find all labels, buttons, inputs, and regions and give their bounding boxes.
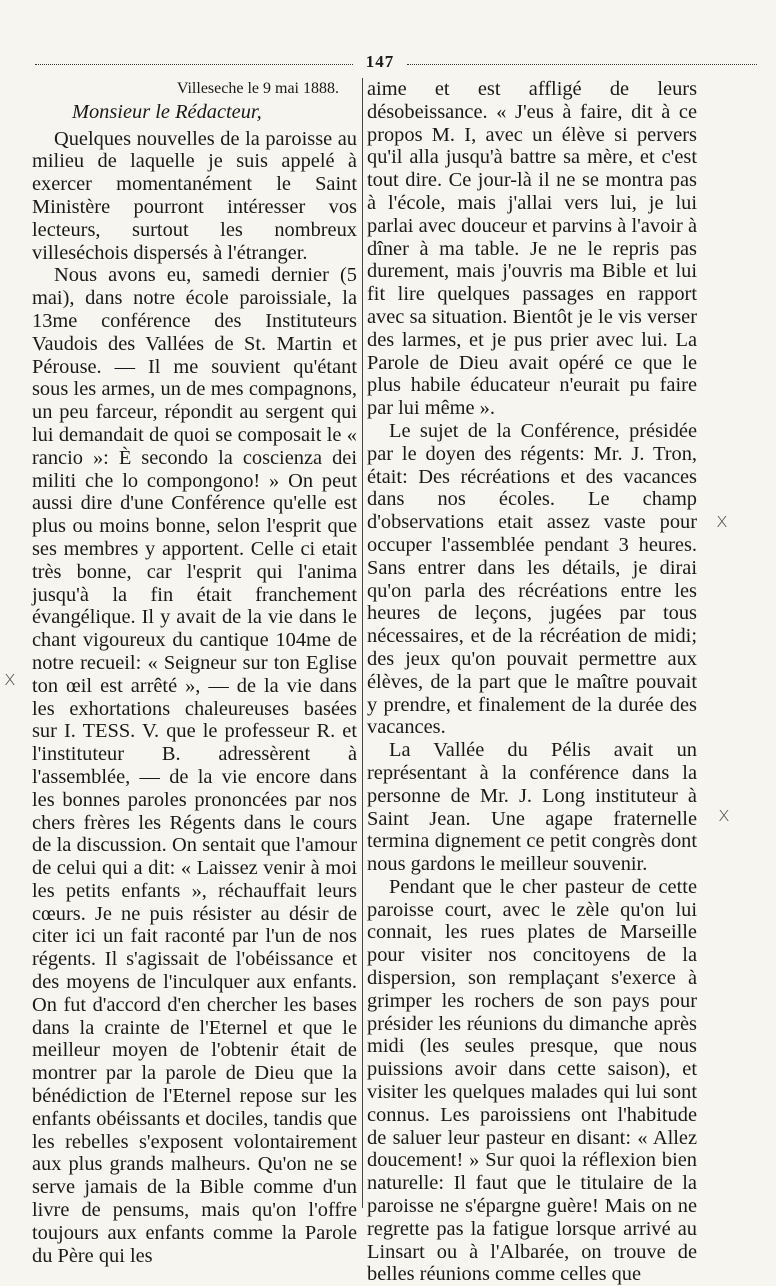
dateline: Villeseche le 9 mai 1888.	[176, 80, 339, 97]
margin-mark: x	[718, 802, 730, 826]
paragraph: Quelques nouvelles de la paroisse au milieu de laquelle je suis appelé à exercer momentanément le Saint Ministère pourront intéresser vos lecteurs, surtout les nombreux villeséchois dispersés à l'étranger.	[32, 127, 357, 264]
paragraph: Le sujet de la Conférence, présidée par le doyen des régents: Mr. J. Tron, était: Des récréations et des vacances dans nos écoles. Le champ d'observations etait assez vaste pour occuper l'assemblée pendant 3 heures. Sans entrer dans les détails, je dirai qu'on parla des récréations entre les heures de leçons, jugées par tous nécessaires, et de la récréation de midi; des jeux qu'on pouvait permettre aux élèves, de la part que le maître pouvait y prendre, et finalement de la durée des vacances.	[367, 419, 697, 739]
margin-mark: x	[716, 508, 728, 532]
right-column	[367, 78, 697, 1286]
salutation: Monsieur le Rédacteur,	[72, 100, 262, 123]
header-rule-right	[407, 64, 757, 65]
header-rule-left	[35, 64, 353, 65]
paragraph: Pendant que le cher pasteur de cette paroisse court, avec le zèle qu'on lui connait, les rues plates de Marseille pour visiter nos concitoyens de la dispersion, son remplaçant s'exerce à grimper les rochers de son pays pour présider les réunions du dimanche après midi (les seules presque, que nous puissions avoir dans cette saison), et visiter les quelques malades qui lui sont connus. Les paroissiens ont l'habitude de saluer leur pasteur en disant: « Allez doucement! » Sur quoi la réflexion bien naturelle: Il faut que le titulaire de la paroisse ne s'épargne guère! Mais on ne regrette pas la fatigue lorsque arrivé au Linsart ou à l'Albarée, on trouve de belles réunions comme celles que	[367, 875, 697, 1286]
left-column	[32, 78, 357, 1267]
paragraph: La Vallée du Pélis avait un représentant à la conférence dans la personne de Mr. J. Long instituteur à Saint Jean. Une agape fraternelle termina dignement ce petit congrès dont nous gardons le meilleur souvenir.	[367, 739, 697, 876]
paragraph-continuation: aime et est affligé de leurs désobeissance. « J'eus à faire, dit à ce propos M. I, avec un élève si pervers qu'il alla jusqu'à battre sa mère, et c'est tout dire. Ce jour-là il ne se montra pas à l'école, mais j'allai vers lui, je lui parlai avec douceur et parvins à l'avoir à dîner à ma table. Je ne le repris pas durement, mais j'ouvris ma Bible et lui fit lire quelques passages en rapport avec sa situation. Bientôt je le vis verser des larmes, et je pus prier avec lui. La Parole de Dieu avait opéré ce que le plus habile éducateur n'eurait pu faire par lui même ».	[367, 78, 697, 420]
column-divider	[362, 78, 363, 1208]
paragraph: Nous avons eu, samedi dernier (5 mai), dans notre école paroissiale, la 13me conférence des Instituteurs Vaudois des Vallées de St. Martin et Pérouse. — Il me souvient qu'étant sous les armes, un de mes compagnons, un peu farceur, répondit au sergent qui lui demandait de quoi se composait le « rancio »: È secondo la coscienza dei militi che lo compongono! » On peut aussi dire d'une Conférence qu'elle est plus ou moins bonne, selon l'esprit que ses membres y apportent. Celle ci etait très bonne, car l'esprit qui l'anima jusqu'à la fin était franchement évangélique. Il y avait de la vie dans le chant vigoureux du cantique 104me de notre recueil: « Seigneur sur ton Eglise ton œil est arrêté », — de la vie dans les exhortations chaleureuses basées sur I. TESS. V. que le professeur R. et l'instituteur B. adressèrent à l'assemblée, — de la vie encore dans les bonnes paroles prononcées par nos chers frères les Régents dans le cours de la discussion. On sentait que l'amour de celui qui a dit: « Laissez venir à moi les petits enfants », réchauffait leurs cœurs. Je ne puis résister au désir de citer ici un fait raconté par l'un de nos régents. Il s'agissait de l'obéissance et des moyens de l'inculquer aux enfants. On fut d'accord d'en chercher les bases dans la crainte de l'Eternel et que le meilleur moyen de l'obtenir était de montrer par la parole de Dieu que la bénédiction de l'Eternel repose sur les enfants obéissants et dociles, tandis que les rebelles s'exposent volontairement aux plus grands malheurs. Qu'on ne se serve jamais de la Bible comme d'un livre de pensums, mais qu'on l'offre toujours aux enfants comme la Parole du Père qui les	[32, 264, 357, 1267]
page-number: 147	[365, 52, 395, 71]
page-header	[35, 52, 755, 72]
margin-mark: x	[4, 666, 16, 690]
